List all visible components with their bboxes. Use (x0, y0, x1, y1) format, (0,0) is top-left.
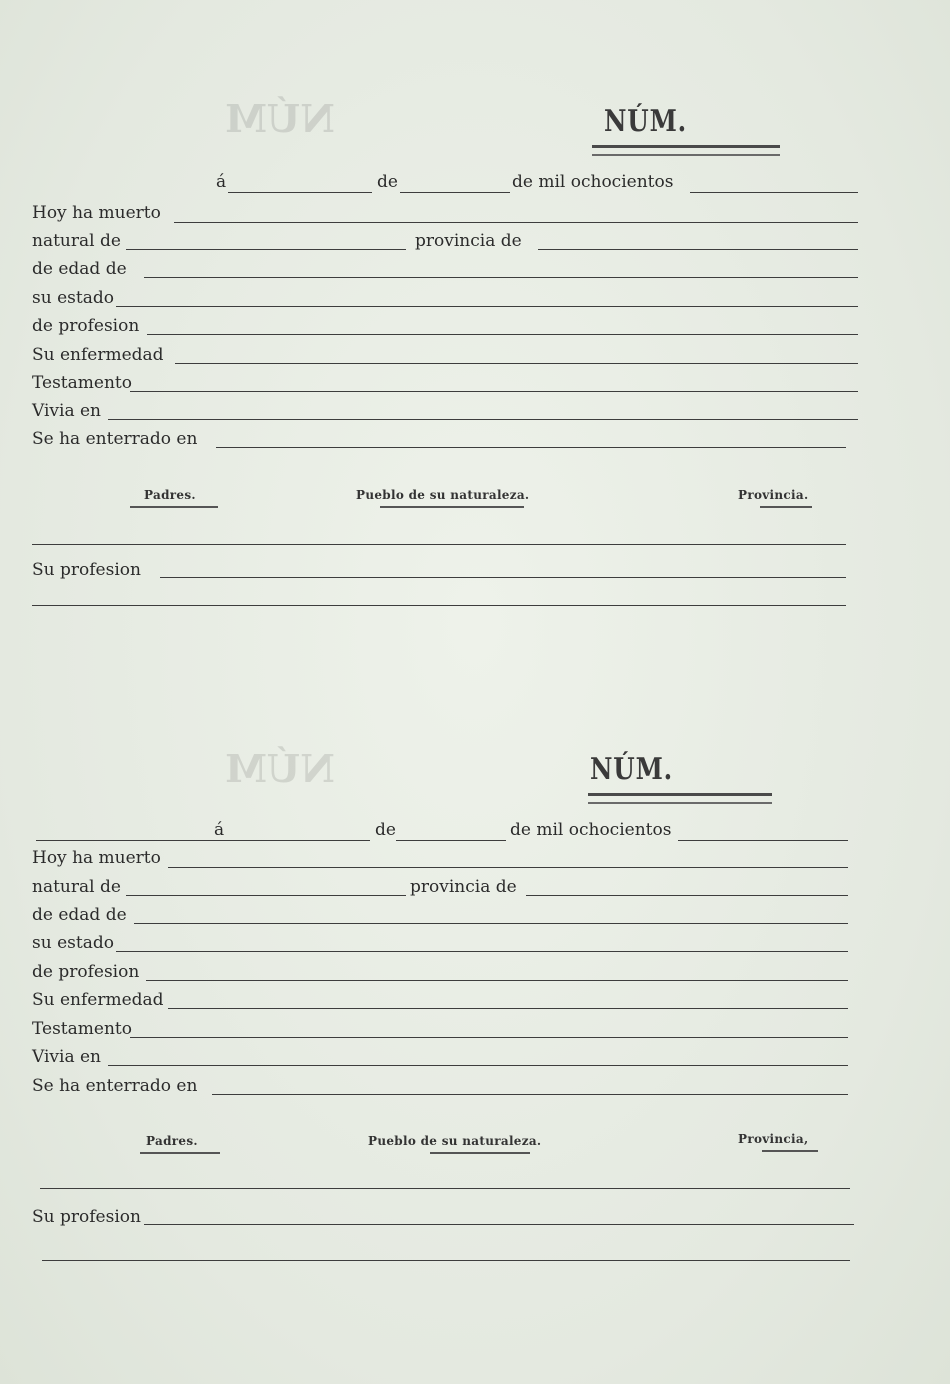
number-underline (588, 793, 772, 804)
column-provincia-rule (762, 1150, 818, 1152)
field-profesion-blank[interactable] (147, 334, 858, 335)
field-hoy-blank[interactable] (174, 222, 858, 223)
column-pueblo-rule (380, 506, 524, 508)
field-enfermedad-label: Su enfermedad (32, 345, 164, 365)
month-blank[interactable] (396, 840, 506, 841)
field-edad-label: de edad de (32, 259, 127, 279)
bleed-through-mark: NÚM (225, 746, 335, 791)
date-mil: de mil ochocientos (512, 172, 674, 192)
column-padres: Padres. (144, 488, 196, 502)
field-enterrado-label: Se ha enterrado en (32, 429, 198, 449)
su-profesion-blank[interactable] (144, 1224, 854, 1225)
field-enterrado-blank[interactable] (216, 447, 846, 448)
column-padres: Padres. (146, 1134, 198, 1148)
bleed-through-mark: NÚM (225, 96, 335, 141)
record-number-label: NÚM. (604, 104, 688, 139)
field-estado-blank[interactable] (116, 306, 858, 307)
field-enterrado-blank[interactable] (212, 1094, 848, 1095)
field-edad-blank[interactable] (144, 277, 858, 278)
field-natural-label: natural de (32, 231, 121, 251)
date-de: de (375, 820, 396, 840)
su-profesion-label: Su profesion (32, 560, 141, 580)
date-prefix-a: á (216, 172, 227, 192)
field-hoy-blank[interactable] (168, 867, 848, 868)
su-profesion-extra-line[interactable] (32, 605, 846, 606)
date-mil: de mil ochocientos (510, 820, 672, 840)
field-vivia-blank[interactable] (108, 419, 858, 420)
field-natural-blank[interactable] (126, 895, 406, 896)
field-profesion-blank[interactable] (146, 980, 848, 981)
field-estado-label: su estado (32, 933, 114, 953)
field-estado-label: su estado (32, 288, 114, 308)
field-enterrado-label: Se ha enterrado en (32, 1076, 198, 1096)
column-provincia-rule (760, 506, 812, 508)
field-provincia-blank[interactable] (538, 249, 858, 250)
column-provincia: Provincia, (738, 1132, 809, 1146)
field-testamento-label: Testamento (32, 1019, 132, 1039)
column-pueblo-rule (430, 1152, 530, 1154)
su-profesion-extra-line[interactable] (42, 1260, 850, 1261)
month-blank[interactable] (400, 192, 510, 193)
year-blank[interactable] (678, 840, 848, 841)
number-underline (592, 145, 780, 156)
su-profesion-blank[interactable] (160, 577, 846, 578)
field-estado-blank[interactable] (116, 951, 848, 952)
field-edad-blank[interactable] (134, 923, 848, 924)
field-vivia-label: Vivia en (32, 1047, 102, 1067)
day-blank[interactable] (36, 840, 370, 841)
field-testamento-blank[interactable] (130, 1037, 848, 1038)
padres-entry-line[interactable] (32, 544, 846, 545)
column-pueblo: Pueblo de su naturaleza. (356, 488, 530, 502)
su-profesion-label: Su profesion (32, 1207, 141, 1227)
padres-entry-line[interactable] (40, 1188, 850, 1189)
field-testamento-label: Testamento (32, 373, 132, 393)
date-de: de (377, 172, 398, 192)
field-enfermedad-blank[interactable] (175, 363, 858, 364)
date-prefix-a: á (214, 820, 225, 840)
field-profesion-label: de profesion (32, 316, 140, 336)
field-provincia-label: provincia de (415, 231, 522, 251)
field-enfermedad-blank[interactable] (168, 1008, 848, 1009)
field-vivia-label: Vivia en (32, 401, 102, 421)
field-hoy-label: Hoy ha muerto (32, 203, 161, 223)
field-profesion-label: de profesion (32, 962, 140, 982)
field-enfermedad-label: Su enfermedad (32, 990, 164, 1010)
field-hoy-label: Hoy ha muerto (32, 848, 161, 868)
year-blank[interactable] (690, 192, 858, 193)
field-testamento-blank[interactable] (130, 391, 858, 392)
field-natural-label: natural de (32, 877, 121, 897)
column-padres-rule (140, 1152, 220, 1154)
field-vivia-blank[interactable] (108, 1065, 848, 1066)
field-natural-blank[interactable] (126, 249, 406, 250)
field-edad-label: de edad de (32, 905, 127, 925)
day-blank[interactable] (228, 192, 372, 193)
column-pueblo: Pueblo de su naturaleza. (368, 1134, 542, 1148)
column-provincia: Provincia. (738, 488, 809, 502)
field-provincia-label: provincia de (410, 877, 517, 897)
record-number-label: NÚM. (590, 752, 674, 787)
field-provincia-blank[interactable] (526, 895, 848, 896)
column-padres-rule (130, 506, 218, 508)
